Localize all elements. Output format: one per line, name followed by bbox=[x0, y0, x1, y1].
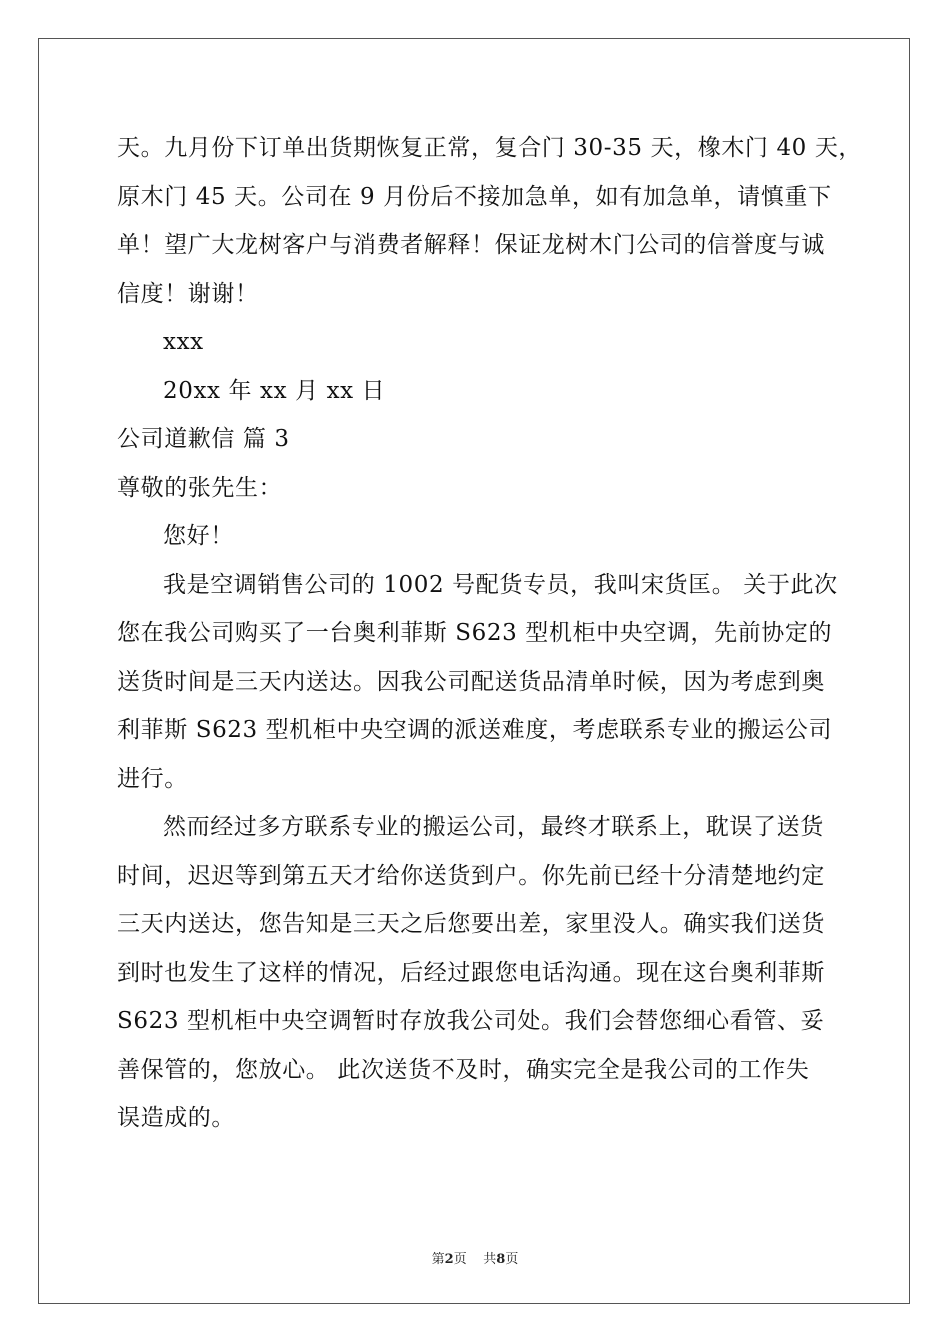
paragraph-line: 到时也发生了这样的情况，后经过跟您电话沟通。现在这台奥利菲斯 bbox=[117, 959, 825, 986]
paragraph-line: 然而经过多方联系专业的搬运公司，最终才联系上，耽误了送货 bbox=[163, 814, 824, 840]
paragraph-line: 天。九月份下订单出货期恢复正常，复合门 30-35 天，橡木门 40 天， bbox=[117, 135, 863, 161]
paragraph-line: 善保管的，您放心。 此次送货不及时，确实完全是我公司的工作失 bbox=[117, 1056, 810, 1083]
document-body bbox=[117, 124, 863, 1143]
paragraph-line: 时间，迟迟等到第五天才给你送货到户。你先前已经十分清楚地约定 bbox=[117, 862, 825, 889]
paragraph-line: 误造成的。 bbox=[117, 1105, 235, 1131]
paragraph-line: 信度！谢谢！ bbox=[117, 280, 259, 307]
greeting: 您好！ bbox=[163, 523, 234, 549]
paragraph-line: 原木门 45 天。公司在 9 月份后不接加急单，如有加急单，请慎重下 bbox=[117, 183, 832, 210]
paragraph-line: 三天内送达，您告知是三天之后您要出差，家里没人。确实我们送货 bbox=[117, 911, 825, 937]
page-number-suffix: 页 bbox=[453, 1252, 467, 1267]
paragraph-line: 单！望广大龙树客户与消费者解释！保证龙树木门公司的信誉度与诚 bbox=[117, 232, 825, 258]
total-pages-prefix: 共 bbox=[483, 1252, 497, 1267]
paragraph-line: 您在我公司购买了一台奥利菲斯 S623 型机柜中央空调，先前协定的 bbox=[117, 620, 833, 646]
total-pages-suffix: 页 bbox=[505, 1252, 519, 1267]
paragraph-line: 利菲斯 S623 型机柜中央空调的派送难度，考虑联系专业的搬运公司 bbox=[117, 717, 833, 743]
paragraph-line: 我是空调销售公司的 1002 号配货专员，我叫宋货匡。 关于此次 bbox=[163, 571, 838, 598]
paragraph-line: 送货时间是三天内送达。因我公司配送货品清单时候，因为考虑到奥 bbox=[117, 668, 825, 695]
signature-date: 20xx 年 xx 月 xx 日 bbox=[163, 377, 386, 404]
total-pages: 8 bbox=[496, 1252, 506, 1267]
section-heading: 公司道歉信 篇 3 bbox=[117, 426, 290, 452]
page-number: 2 bbox=[444, 1252, 454, 1267]
salutation: 尊敬的张先生： bbox=[117, 474, 283, 501]
signature-name: xxx bbox=[163, 329, 204, 355]
page-footer bbox=[0, 1248, 950, 1267]
paragraph-line: S623 型机柜中央空调暂时存放我公司处。我们会替您细心看管、妥 bbox=[117, 1008, 825, 1034]
paragraph-line: 进行。 bbox=[117, 765, 188, 792]
page-number-prefix: 第 bbox=[431, 1252, 445, 1267]
